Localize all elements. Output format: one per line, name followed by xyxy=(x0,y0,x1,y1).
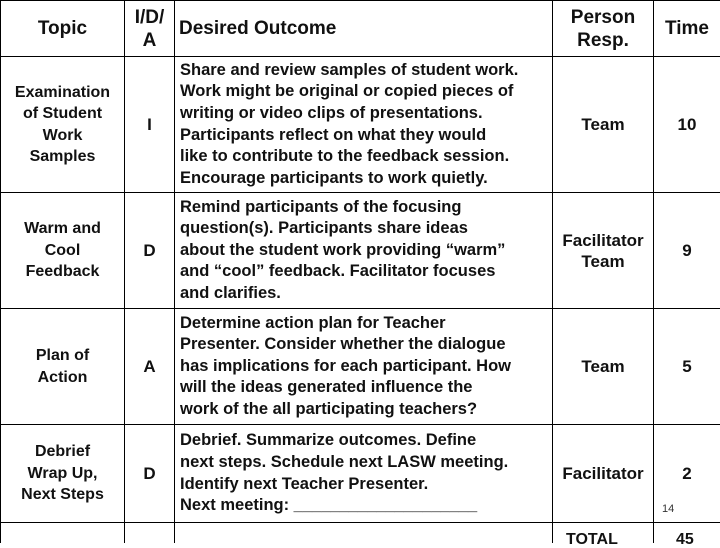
topic-cell xyxy=(1,193,125,309)
header-person-line1: Person xyxy=(553,6,653,29)
outcome-line: Next meeting: ____________________ xyxy=(180,495,550,517)
person-line: Facilitator xyxy=(553,230,653,251)
outcome-line: Debrief. Summarize outcomes. Define xyxy=(180,430,550,452)
person-line: Team xyxy=(553,114,653,135)
outcome-line: Encourage participants to work quietly. xyxy=(180,168,550,190)
header-time: Time xyxy=(654,1,720,57)
person-cell xyxy=(553,309,654,425)
topic-line: Debrief xyxy=(1,441,124,463)
outcome-line: Work might be original or copied pieces of xyxy=(180,81,550,103)
outcome-line: will the ideas generated influence the xyxy=(180,377,550,399)
ida-cell: D xyxy=(125,425,175,523)
outcome-line: and “cool” feedback. Facilitator focuses xyxy=(180,261,550,283)
outcome-line: about the student work providing “warm” xyxy=(180,240,550,262)
ida-cell: D xyxy=(125,193,175,309)
outcome-line: and clarifies. xyxy=(180,283,550,305)
topic-line: of Student xyxy=(1,103,124,125)
table-row xyxy=(1,309,720,425)
outcome-line: Share and review samples of student work. xyxy=(180,60,550,82)
outcome-line: question(s). Participants share ideas xyxy=(180,218,550,240)
person-line: Team xyxy=(553,356,653,377)
table-row xyxy=(1,425,720,523)
table-row xyxy=(1,57,720,193)
header-ida-line1: I/D/ xyxy=(125,6,174,29)
header-row xyxy=(1,1,720,57)
outcome-cell xyxy=(175,425,553,523)
topic-line: Warm and xyxy=(1,218,124,240)
topic-line: Feedback xyxy=(1,261,124,283)
header-ida xyxy=(125,1,175,57)
topic-line: Samples xyxy=(1,146,124,168)
topic-cell xyxy=(1,425,125,523)
outcome-line: Determine action plan for Teacher xyxy=(180,313,550,335)
outcome-line: Presenter. Consider whether the dialogue xyxy=(180,334,550,356)
header-person-line2: Resp. xyxy=(553,29,653,52)
total-label: TOTAL xyxy=(566,532,618,548)
person-line: Team xyxy=(553,251,653,272)
header-ida-line2: A xyxy=(125,29,174,52)
outcome-line: next steps. Schedule next LASW meeting. xyxy=(180,452,550,474)
topic-line: Plan of xyxy=(1,345,124,367)
person-cell xyxy=(553,193,654,309)
header-person xyxy=(553,1,654,57)
outcome-cell xyxy=(175,309,553,425)
time-cell: 10 xyxy=(654,57,720,193)
header-outcome: Desired Outcome xyxy=(175,1,553,57)
outcome-line: has implications for each participant. How xyxy=(180,356,550,378)
time-cell: 5 xyxy=(654,309,720,425)
outcome-line: Remind participants of the focusing xyxy=(180,197,550,219)
table-row xyxy=(1,193,720,309)
topic-line: Next Steps xyxy=(1,484,124,506)
person-cell xyxy=(553,57,654,193)
person-line: Facilitator xyxy=(553,463,653,484)
topic-line: Examination xyxy=(1,82,124,104)
page-number: 14 xyxy=(662,503,674,515)
person-cell xyxy=(553,425,654,523)
ida-cell: A xyxy=(125,309,175,425)
outcome-line: writing or video clips of presentations. xyxy=(180,103,550,125)
topic-line: Work xyxy=(1,125,124,147)
time-cell: 2 xyxy=(654,425,720,523)
header-topic: Topic xyxy=(1,1,125,57)
topic-cell xyxy=(1,309,125,425)
topic-cell xyxy=(1,57,125,193)
outcome-cell xyxy=(175,57,553,193)
total-value: 45 xyxy=(676,532,694,548)
outcome-line: Participants reflect on what they would xyxy=(180,125,550,147)
time-cell: 9 xyxy=(654,193,720,309)
outcome-line: work of the all participating teachers? xyxy=(180,399,550,421)
outcome-line: Identify next Teacher Presenter. xyxy=(180,474,550,496)
topic-line: Action xyxy=(1,367,124,389)
outcome-line: like to contribute to the feedback session. xyxy=(180,146,550,168)
ida-cell: I xyxy=(125,57,175,193)
topic-line: Cool xyxy=(1,240,124,262)
outcome-cell xyxy=(175,193,553,309)
topic-line: Wrap Up, xyxy=(1,463,124,485)
